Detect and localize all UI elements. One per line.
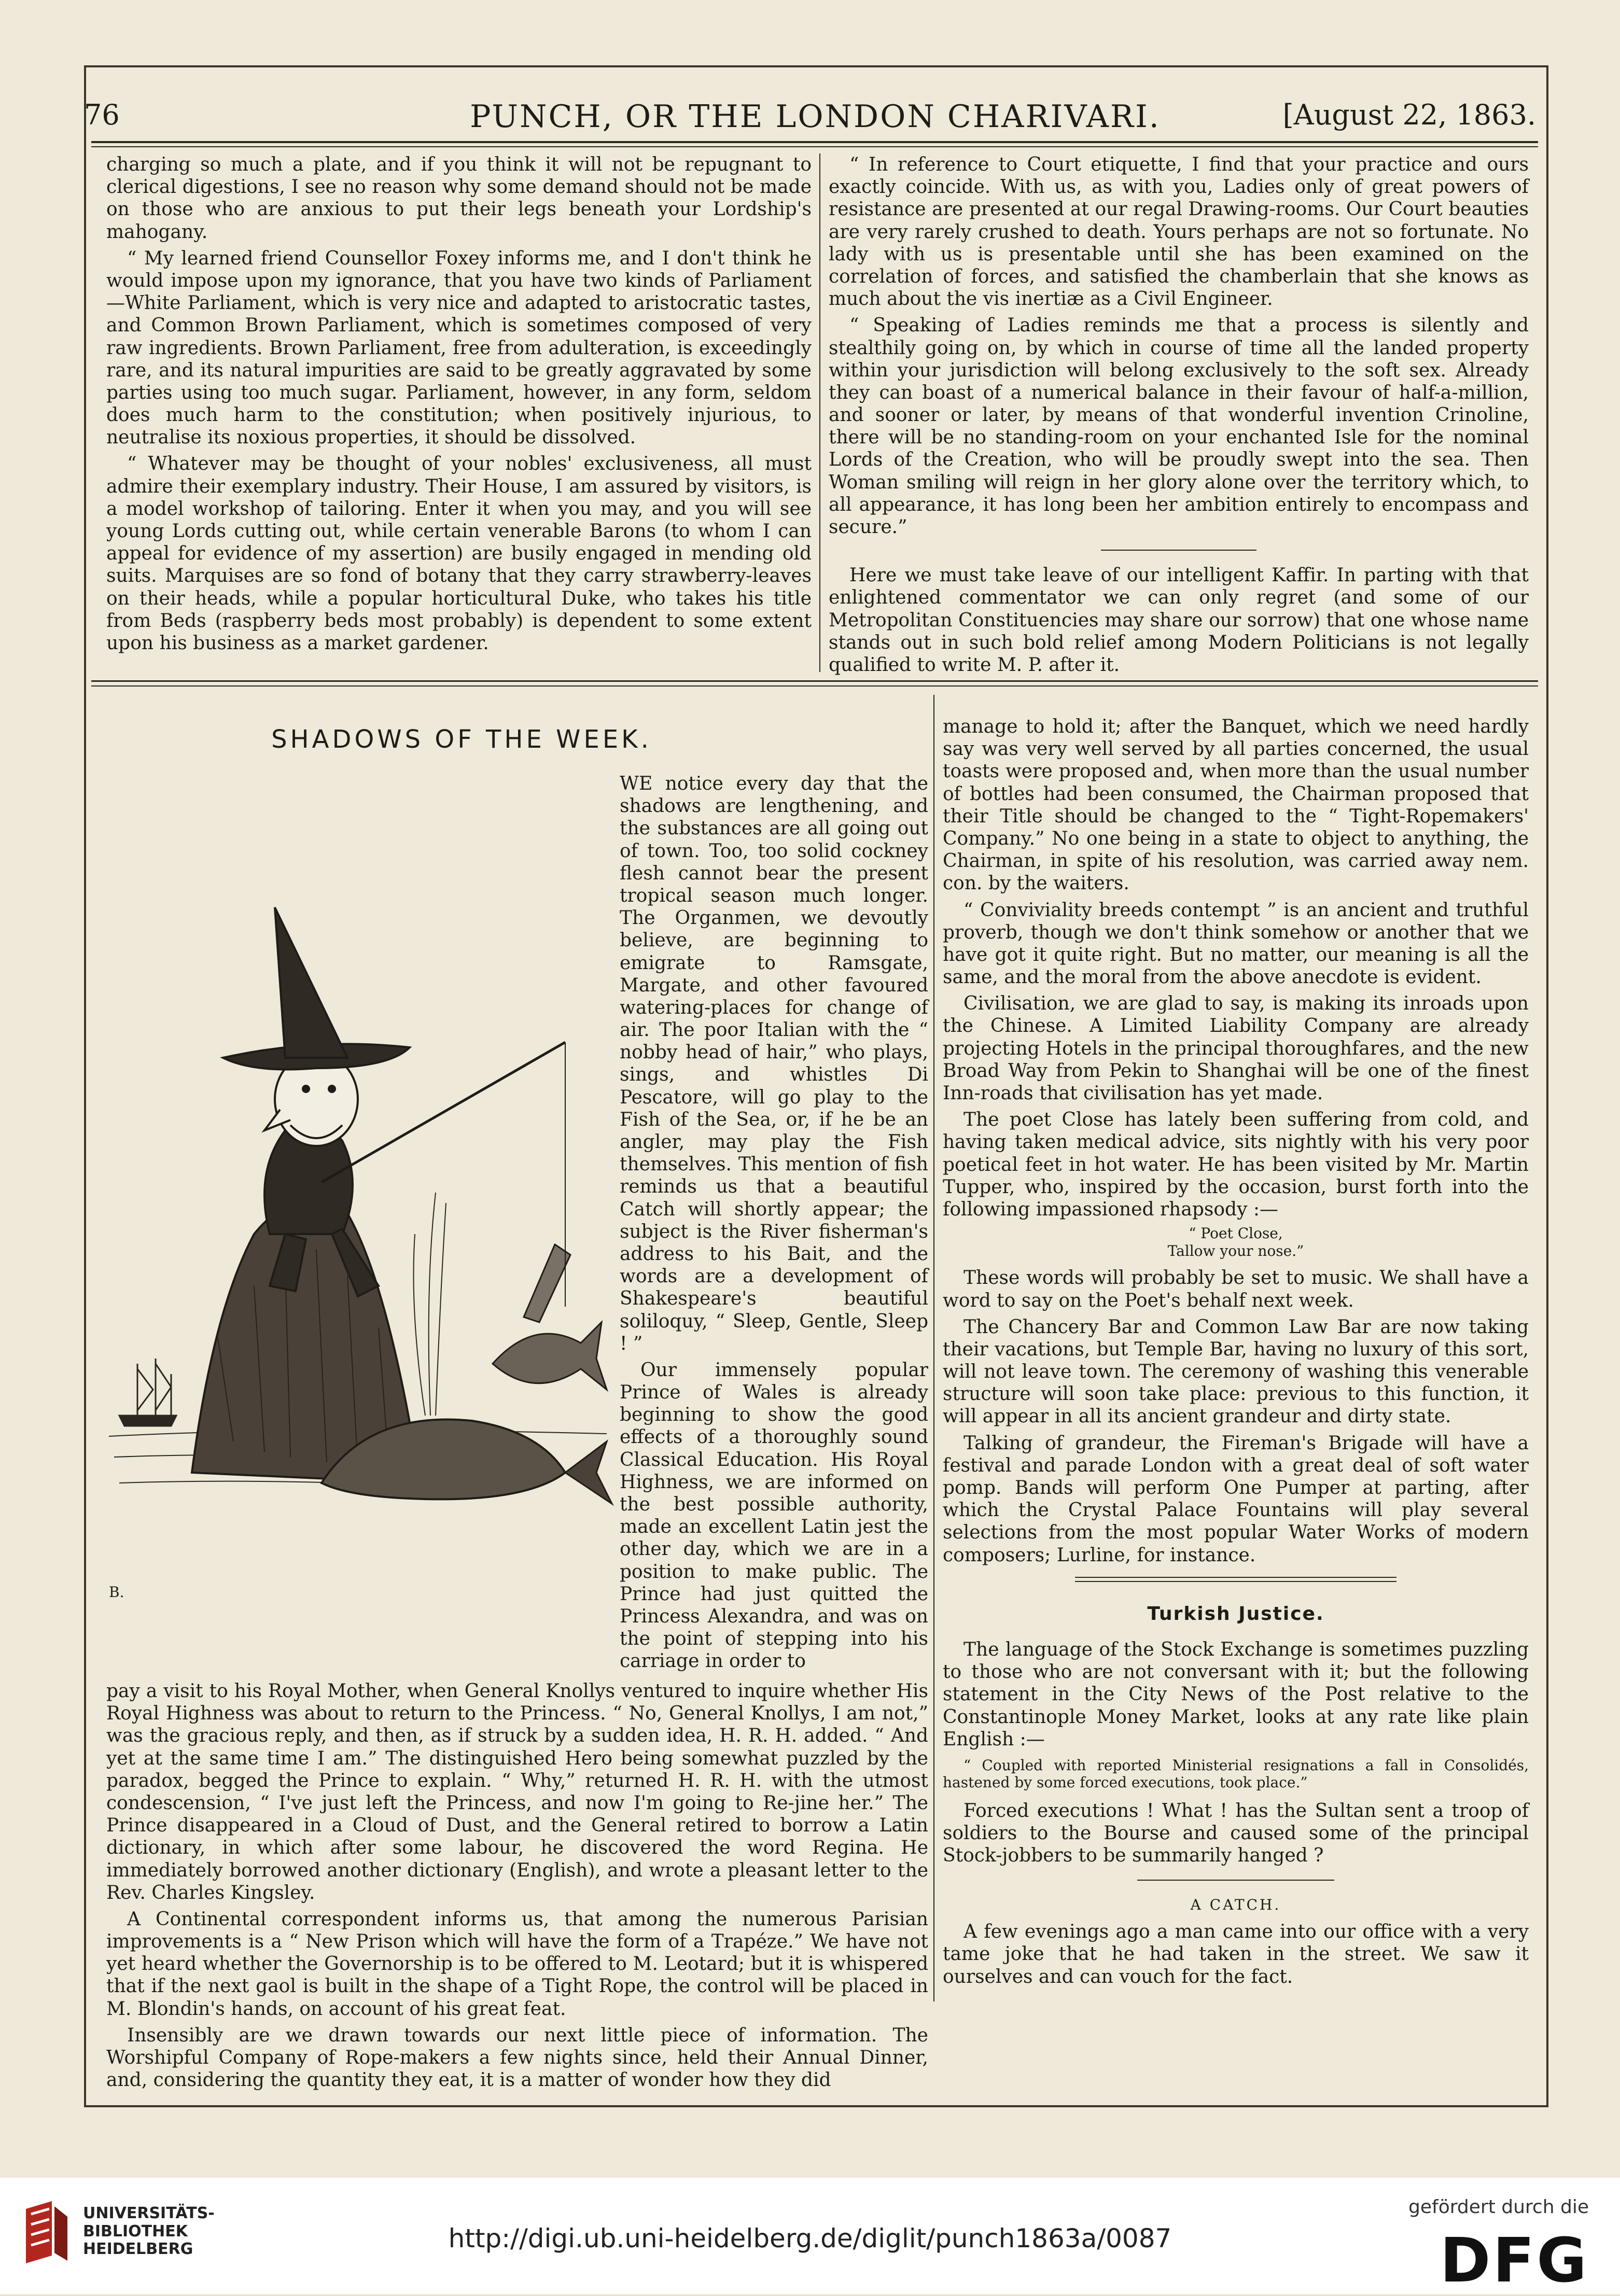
paragraph: Our immensely popular Prince of Wales is already beginning to show the good effects of a thoroughly sound Classical Education. His Royal Highness, we are informed on the best possible authority, made an excellent Latin jest the other day, which we are in a position to make public. The Prince had just quitted the Princess Alexandra, and was on the point of stepping into his carriage in order to bbox=[620, 1359, 928, 1672]
paragraph: Insensibly are we drawn towards our next little piece of information. The Worshipful Company of Rope-makers a few nights since, held their Annual Dinner, and, considering the quantity they eat, it is a matter of wonder how they did bbox=[106, 2024, 928, 2091]
paragraph: Talking of grandeur, the Fireman's Brigade will have a festival and parade London with a great deal of soft water pomp. Bands will perform One Pumper at parting, after which the Crystal Palace Fountains will play several selections from the most popular Water Works of modern composers; Lurline, for instance. bbox=[943, 1432, 1529, 1566]
paragraph: manage to hold it; after the Banquet, which we need hardly say was very well served by all parties concerned, the usual toasts were proposed and, when more than the usual number of bottles had been consumed, the Chairman proposed that their Title should be changed to the “ Tight-Ropemakers' Company.” No one being in a state to object to anything, the Chairman, in spite of his resolution, was carried away nem. con. by the waiters. bbox=[943, 716, 1529, 894]
catch-title: A CATCH. bbox=[1190, 1896, 1281, 1913]
shadows-title: SHADOWS OF THE WEEK. bbox=[271, 725, 652, 754]
rhapsody-line: “ Poet Close, bbox=[1189, 1225, 1283, 1242]
shadows-beside-cartoon bbox=[620, 773, 928, 1677]
right-column bbox=[943, 716, 1529, 1992]
column-divider bbox=[933, 695, 934, 2001]
running-head bbox=[84, 99, 1546, 145]
library-line: BIBLIOTHEK bbox=[83, 2222, 188, 2241]
paragraph: Here we must take leave of our intelligent Kaffir. In parting with that enlightened commentator we can only regret (and some of our Metropolitan Constituencies may share our sorrow) that one whose name stands out in such bold relief among Modern Politicians is not legally qualified to write M. P. after it. bbox=[829, 565, 1529, 676]
top-right-column bbox=[829, 153, 1529, 680]
section-divider-thin bbox=[91, 685, 1538, 687]
paragraph: Forced executions ! What ! has the Sultan sent a troop of soldiers to the Bourse and caused some of the principal Stock-jobbers to be summarily hanged ? bbox=[943, 1800, 1529, 1867]
paragraph: These words will probably be set to music. We shall have a word to say on the Poet's behalf next week. bbox=[943, 1267, 1529, 1311]
paragraph: The language of the Stock Exchange is sometimes puzzling to those who are not conversant with it; but the following statement in the City News of the Post relative to the Constantinople Money Market, looks at any rate like plain English :— bbox=[943, 1639, 1529, 1750]
rhapsody-line: Tallow your nose.” bbox=[1167, 1242, 1304, 1259]
header-rule bbox=[91, 141, 1538, 143]
paragraph: “ In reference to Court etiquette, I find that your practice and ours exactly coincide. With us, as with you, Ladies only of great powers of resistance are presented at our regal Drawing-rooms. Our Court beauties are very rarely crushed to death. Yours perhaps are not so fortunate. No lady with us is presentable until she has been examined on the correlation of forces, and satisfied the chamberlain that she knows as much about the vis inertiæ as a Civil Engineer. bbox=[829, 154, 1529, 310]
paragraph: The Chancery Bar and Common Law Bar are now taking their vacations, but Temple Bar, having no luxury of this sort, will not leave town. The ceremony of washing this venerable structure will soon take place: previous to this function, it will appear in all its ancient grandeur and dirty state. bbox=[943, 1316, 1529, 1427]
section-rule bbox=[1101, 550, 1256, 551]
header-rule-thin bbox=[91, 146, 1538, 147]
paragraph: “ Conviviality breeds contempt ” is an ancient and truthful proverb, though we don't think somehow or another that we have got it quite right. But no matter, our meaning is all the same, and the moral from the above anecdote is evident. bbox=[943, 899, 1529, 988]
top-left-column bbox=[106, 153, 812, 659]
section-divider bbox=[91, 680, 1538, 682]
ship-icon bbox=[119, 1359, 176, 1426]
paragraph: “ Speaking of Ladies reminds me that a process is silently and stealthily going on, by which in course of time all the landed property within your jurisdiction will belong exclusively to the soft sex. Already they can boast of a numerical balance in their favour of half-a-million, and sooner or later, by means of that wonderful invention Crinoline, there will be no standing-room on your enchanted Isle for the nominal Lords of the Creation, who will be proudly swept into the sea. Then Woman smiling will reign in her glory alone over the territory which, to all appearance, it has long been her ambition entirely to encompass and secure.” bbox=[829, 315, 1529, 538]
signature-mark: B. bbox=[109, 1584, 124, 1601]
library-line: HEIDELBERG bbox=[83, 2240, 193, 2258]
permalink-url[interactable]: http://digi.ub.uni-heidelberg.de/diglit/punch1863a/0087 bbox=[448, 2223, 1172, 2253]
paragraph: “ Whatever may be thought of your nobles' exclusiveness, all must admire their exemplary industry. Their House, I am assured by visitors, is a model workshop of tailoring. Enter it when you may, and you will see young Lords cutting out, while certain venerable Barons (to whom I can appeal for evidence of my assertion) are busily engaged in mending old suits. Marquises are so fond of botany that they carry strawberry-leaves on their heads, while a popular horticultural Duke, who takes his title from Beds (raspberry beds most probably) is dependent to some extent upon his business as a market gardener. bbox=[106, 453, 812, 654]
paragraph: “ My learned friend Counsellor Foxey informs me, and I don't think he would impose upon my ignorance, that you have two kinds of Parliament—White Parliament, which is very nice and adapted to aristocratic tastes, and Common Brown Parliament, which is sometimes composed of very raw ingredients. Brown Parliament, free from adulteration, is exceedingly rare, and its natural impurities are said to be greatly aggravated by some parties using too much sugar. Parliament, however, in any form, seldom does much harm to the constitution; when positively injurious, to neutralise its noxious properties, it should be dissolved. bbox=[106, 247, 812, 449]
masthead-title: PUNCH, OR THE LONDON CHARIVARI. bbox=[470, 99, 1161, 135]
paragraph: A few evenings ago a man came into our office with a very tame joke that he had taken in the street. We saw it ourselves and can vouch for the fact. bbox=[943, 1921, 1529, 1987]
cartoon-illustration bbox=[99, 767, 617, 1711]
page-number: 76 bbox=[84, 99, 120, 131]
section-rule bbox=[1075, 1577, 1396, 1578]
fish-icon bbox=[493, 1322, 607, 1390]
paragraph: The poet Close has lately been suffering from cold, and having taken medical advice, sits nightly with his very poor poetical feet in hot water. He has been visited by Mr. Martin Tupper, who, inspired by the occasion, burst forth into the following impassioned rhapsody :— bbox=[943, 1109, 1529, 1220]
section-rule bbox=[1137, 1880, 1334, 1881]
library-line: UNIVERSITÄTS- bbox=[83, 2204, 215, 2222]
paragraph: WE notice every day that the shadows are lengthening, and the substances are all going out of town. Too, too solid cockney flesh cannot bear the present tropical season much longer. The Organmen, we devoutly believe, are beginning to emigrate to Ramsgate, Margate, and other favoured watering-places for change of air. The poor Italian with the “ nobby head of hair,” who plays, sings, and whistles Di Pescatore, will go play to the Fish of the Sea, or, if he be an angler, may play the Fish themselves. This mention of fish reminds us that a beautiful Catch will shortly appear; the subject is the River fisherman's address to his Bait, and the words are a development of Shakespeare's beautiful soliloquy, “ Sleep, Gentle, Sleep ! ” bbox=[620, 773, 928, 1354]
column-divider bbox=[819, 153, 820, 672]
shadows-below-cartoon bbox=[106, 1680, 928, 2095]
paragraph: charging so much a plate, and if you think it will not be repugnant to clerical digestions, I see no reason why some demand should not be made on those who are anxious to put their legs beneath your Lordship's mahogany. bbox=[106, 154, 812, 243]
dfg-logo: DFG bbox=[1440, 2224, 1589, 2296]
paragraph: A Continental correspondent informs us, that among the numerous Parisian improvements is a “ New Prison which will have the form of a Trapéze.” We have not yet heard whether the Governorship is to be offered to M. Leotard; but it is whispered that if the next gaol is built in the shape of a Tight Rope, the control will be placed in M. Blondin's hands, on account of his great feat. bbox=[106, 1908, 928, 2020]
funding-note: gefördert durch die bbox=[1408, 2196, 1589, 2218]
turkish-justice-title: Turkish Justice. bbox=[1147, 1603, 1324, 1625]
section-rule bbox=[1075, 1581, 1396, 1582]
quote: “ Coupled with reported Ministerial resignations a fall in Consolidés, hastened by some forced executions, took place.” bbox=[943, 1756, 1529, 1791]
paragraph: Civilisation, we are glad to say, is making its inroads upon the Chinese. A Limited Liability Company are already projecting Hotels in the principal thoroughfares, and the new Broad Way from Pekin to Shanghai will be one of the finest Inn-roads that civilisation has yet made. bbox=[943, 993, 1529, 1104]
issue-date: [August 22, 1863. bbox=[1282, 99, 1536, 131]
paragraph: pay a visit to his Royal Mother, when General Knollys ventured to inquire whether His Royal Highness was about to return to the Princess. “ No, General Knollys, I am not,” was the gracious reply, and then, as if struck by a sudden idea, H. R. H. added. “ And yet at the same time I am.” The distinguished Hero being somewhat puzzled by the paradox, begged the Prince to explain. “ Why,” returned H. R. H. with the utmost condescension, “ I've just left the Princess, and now I'm going to Re-jine her.” The Prince disappeared in a Cloud of Dust, and the General retired to borrow a Latin dictionary, in which after some labour, he discovered the word Regina. He immediately borrowed another dictionary (English), and wrote a pleasant letter to the Rev. Charles Kingsley. bbox=[106, 1681, 928, 1903]
footer-bar bbox=[0, 2178, 1620, 2294]
